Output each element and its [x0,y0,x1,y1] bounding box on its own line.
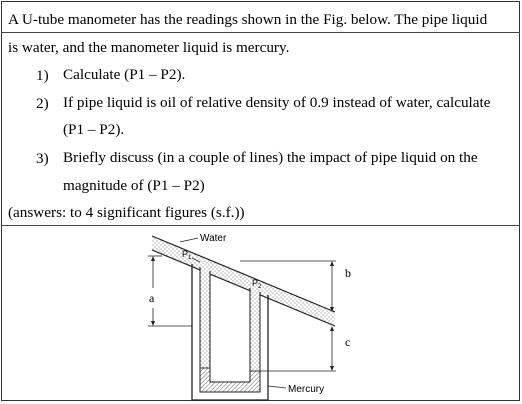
pipe-top-wall [152,236,335,312]
bottom-mercury [210,382,250,392]
item-1-text: Calculate (P1 – P2). [63,66,186,83]
separator [1,32,520,33]
pipe-water [152,236,335,326]
p2-label: $P_2$ [252,278,262,290]
item-1-number: 1) [36,67,49,84]
dim-a-arrowhead-top [151,256,155,261]
right-leg-water [250,288,260,371]
item-3-number: 3) [36,150,49,167]
water-leader-line [180,238,198,242]
separator [1,225,520,226]
left-leg-water [200,268,210,368]
item-2-text-line-1: If pipe liquid is oil of relative density of 0.9 instead of water, calculate [63,94,491,111]
intro-line-2: is water, and the manometer liquid is mercury. [8,39,290,56]
right-leg-mercury [250,371,260,392]
intro-line-1: A U-tube manometer has the readings shown in the Fig. below. The pipe liquid [8,11,488,28]
dim-c-arrowhead-top [330,326,334,331]
water-label: Water [200,233,227,244]
p1-label: $P_1$ [182,249,192,261]
left-leg-mercury [200,368,210,392]
mercury-leader-line [268,386,286,388]
dim-c-label: c [345,335,351,349]
dim-b-arrowhead-top [330,261,334,266]
item-3-text-line-2: magnitude of (P1 – P2) [63,177,205,194]
dim-c-arrowhead-bottom [330,366,334,371]
mercury-label: Mercury [288,384,325,395]
answers-note: (answers: to 4 significant figures (s.f.)) [8,204,245,221]
dim-b-label: b [345,266,351,280]
dim-a-label: a [149,291,155,305]
item-2-number: 2) [36,95,49,112]
item-2-text-line-2: (P1 – P2). [63,121,125,138]
dim-a-arrowhead-bottom [151,321,155,326]
manometer-figure [140,228,380,404]
item-3-text-line-1: Briefly discuss (in a couple of lines) the impact of pipe liquid on the [63,149,478,166]
